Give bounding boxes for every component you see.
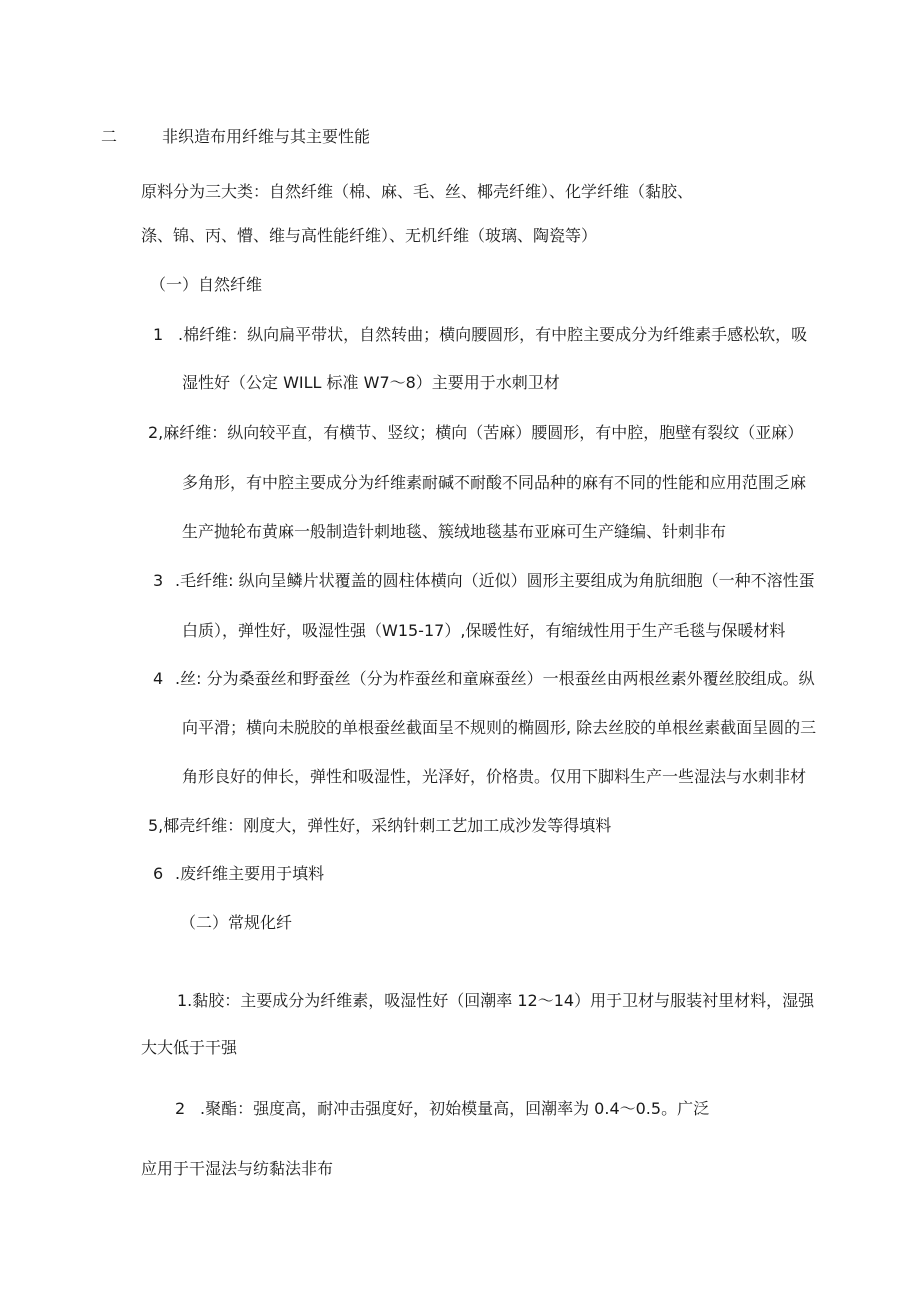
wool-item <box>153 571 815 591</box>
wool-item-cont: 白质），弹性好，吸湿性强（W15-17）,保暖性好，有缩绒性用于生产毛毯与保暖材料 <box>182 621 786 640</box>
silk-item <box>153 669 815 689</box>
item-text: 麻纤维：纵向较平直，有横节、竖纹；横向（苦麻）腰圆形，有中腔，胞壁有裂纹（亚麻） <box>163 423 804 442</box>
intro-line-1: 原料分为三大类：自然纤维（棉、麻、毛、丝、椰壳纤维）、化学纤维（黏胶、 <box>141 182 694 201</box>
item-number: 5, <box>148 816 164 835</box>
polyester-item-cont: 应用于干湿法与纺黏法非布 <box>141 1159 334 1178</box>
cotton-item <box>153 325 807 345</box>
waste-fiber-item <box>153 864 324 884</box>
item-text: 椰壳纤维：刚度大，弹性好，采纳针刺工艺加工成沙发等得填料 <box>163 816 612 835</box>
polyester-item <box>175 1099 709 1119</box>
item-number: 3 <box>153 571 164 590</box>
section-title: 非织造布用纤维与其主要性能 <box>162 127 371 146</box>
silk-item-cont-2: 角形良好的伸长，弹性和吸湿性，光泽好，价格贵。仅用下脚料生产一些湿法与水刺非材 <box>182 767 807 786</box>
viscose-item <box>177 991 814 1011</box>
subheading-conventional-chemical-fibers: （二）常规化纤 <box>180 913 293 932</box>
item-text: .棉纤维：纵向扁平带状，自然转曲；横向腰圆形，有中腔主要成分为纤维素手感松软，吸 <box>178 325 808 344</box>
item-number: 6 <box>153 864 164 883</box>
item-text: .丝: 分为桑蚕丝和野蚕丝（分为柞蚕丝和童麻蚕丝）一根蚕丝由两根丝素外覆丝胶组成。纵 <box>175 669 815 688</box>
intro-line-2: 涤、锦、丙、懵、维与高性能纤维）、无机纤维（玻璃、陶瓷等） <box>141 226 598 245</box>
coir-item <box>148 816 611 836</box>
item-number: 2 <box>175 1099 186 1118</box>
silk-item-cont-1: 向平滑；横向未脱胶的单根蚕丝截面呈不规则的椭圆形, 除去丝胶的单根丝素截面呈圆的三 <box>182 718 817 737</box>
bast-item <box>148 423 803 443</box>
item-number: 4 <box>153 669 164 688</box>
bast-item-cont-2: 生产抛轮布黄麻一般制造针刺地毯、簇绒地毯基布亚麻可生产缝编、针刺非布 <box>182 522 727 541</box>
item-number: 1 <box>153 325 164 344</box>
item-number: 2, <box>148 423 164 442</box>
item-text: 黏胶：主要成分为纤维素，吸湿性好（回潮率 12～14）用于卫材与服装衬里材料，湿强 <box>192 991 815 1010</box>
viscose-item-cont: 大大低于干强 <box>141 1038 238 1057</box>
subheading-natural-fibers: （一）自然纤维 <box>150 275 263 294</box>
cotton-item-cont: 湿性好（公定 WILL 标准 W7～8）主要用于水刺卫材 <box>182 373 560 392</box>
item-number: 1. <box>177 991 193 1010</box>
bast-item-cont-1: 多角形，有中腔主要成分为纤维素耐碱不耐酸不同品种的麻有不同的性能和应用范围乏麻 <box>182 473 807 492</box>
item-text: .废纤维主要用于填料 <box>175 864 325 883</box>
item-text: .聚酯：强度高，耐冲击强度好，初始模量高，回潮率为 0.4～0.5。广泛 <box>200 1099 710 1118</box>
section-number: 二 <box>101 127 118 146</box>
item-text: .毛纤维: 纵向呈鳞片状覆盖的圆柱体横向（近似）圆形主要组成为角肮细胞（一种不溶性蛋 <box>175 571 815 590</box>
